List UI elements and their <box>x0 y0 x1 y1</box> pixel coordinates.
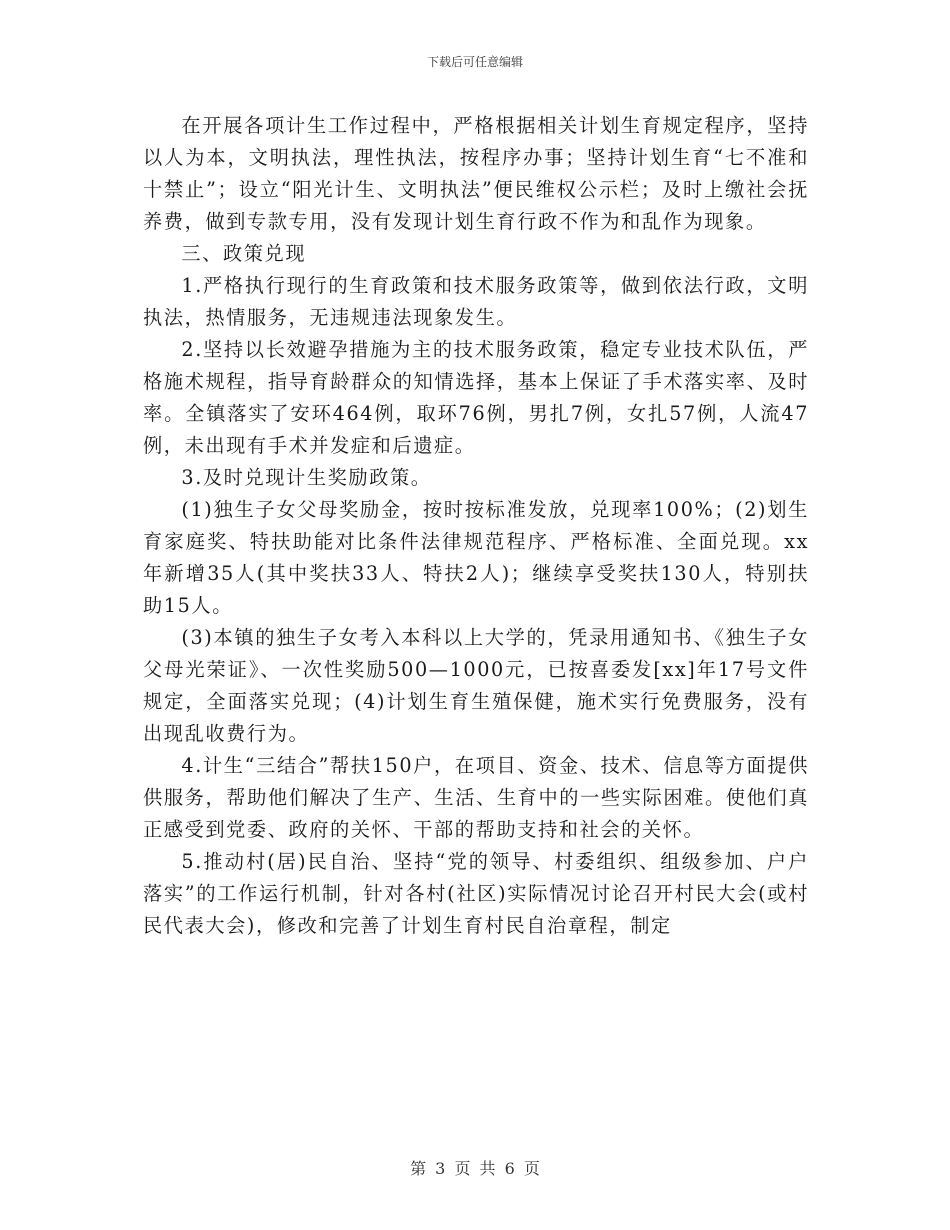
paragraph-item-2: 2.坚持以长效避孕措施为主的技术服务政策，稳定专业技术队伍，严格施术规程，指导育龄群众的知情选择，基本上保证了手术落实率、及时率。全镇落实了安环464例，取环76例，男扎7例，女扎57例，人流47例，未出现有手术并发症和后遗症。 <box>143 338 809 457</box>
section-heading-policy-fulfillment: 三、政策兑现 <box>181 242 307 265</box>
page-header-note: 下载后可任意编辑 <box>426 55 523 69</box>
document-body <box>143 110 809 942</box>
paragraph-item-5: 5.推动村(居)民自治、坚持“党的领导、村委组织、组级参加、户户落实”的工作运行机制，针对各村(社区)实际情况讨论召开村民大会(或村民代表大会)，修改和完善了计划生育村民自治章程，制定 <box>143 850 809 937</box>
paragraph-execution-process: 在开展各项计生工作过程中，严格根据相关计划生育规定程序，坚持以人为本，文明执法，理性执法，按程序办事；坚持计划生育“七不准和十禁止”；设立“阳光计生、文明执法”便民维权公示栏；及时上缴社会抚养费，做到专款专用，没有发现计划生育行政不作为和乱作为现象。 <box>143 114 809 233</box>
paragraph-item-4: 4.计生“三结合”帮扶150户，在项目、资金、技术、信息等方面提供供服务，帮助他们解决了生产、生活、生育中的一些实际困难。使他们真正感受到党委、政府的关怀、干部的帮助支持和社会的关怀。 <box>143 754 809 841</box>
paragraph-item-3-sub-1-2: (1)独生子女父母奖励金，按时按标准发放，兑现率100%；(2)划生育家庭奖、特扶助能对比条件法律规范程序、严格标准、全面兑现。xx年新增35人(其中奖扶33人、特扶2人)；继续享受奖扶130人，特别扶助15人。 <box>143 498 809 617</box>
paragraph-item-3-sub-3-4: (3)本镇的独生子女考入本科以上大学的，凭录用通知书、《独生子女父母光荣证》、一次性奖励500—1000元，已按喜委发[xx]年17号文件规定，全面落实兑现；(4)计划生育生殖保健，施术实行免费服务，没有出现乱收费行为。 <box>143 626 809 745</box>
paragraph-item-3: 3.及时兑现计生奖励政策。 <box>181 466 432 489</box>
page-number-footer: 第 3 页 共 6 页 <box>410 1159 540 1178</box>
paragraph-item-1: 1.严格执行现行的生育政策和技术服务政策等，做到依法行政，文明执法，热情服务，无违规违法现象发生。 <box>143 274 809 329</box>
